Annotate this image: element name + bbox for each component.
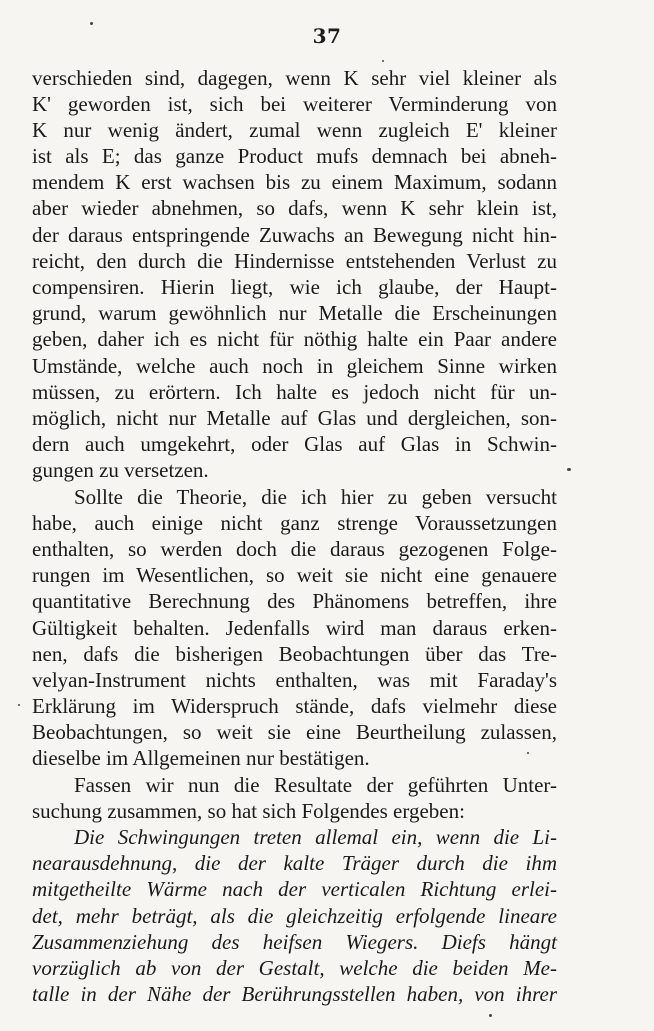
text-line: Zusammenziehung des heifsen Wiegers. Diefs hängt [32,930,557,954]
text-line: rungen im Wesentlichen, so weit sie nicht eine genauere [32,563,557,587]
print-speck [90,22,93,25]
text-line: nen, dafs die bisherigen Beobachtungen über das Tre- [32,642,557,666]
text-line: habe, auch einige nicht ganz strenge Voraussetzungen [32,511,557,535]
text-line: verschieden sind, dagegen, wenn K sehr viel kleiner als [32,66,557,90]
print-speck [489,1014,492,1017]
text-line: velyan-Instrument nichts enthalten, was mit Faraday's [32,668,557,692]
text-line: vorzüglich ab von der Gestalt, welche die beiden Me- [32,956,557,980]
text-line: K' geworden ist, sich bei weiterer Verminderung von [32,92,557,116]
text-line: quantitative Berechnung des Phänomens betreffen, ihre [32,589,557,613]
text-line: aber wieder abnehmen, so dafs, wenn K sehr klein ist, [32,196,557,220]
text-line: dieselbe im Allgemeinen nur bestätigen. [32,746,370,770]
text-line: det, mehr beträgt, als die gleichzeitig erfolgende lineare [32,904,557,928]
text-line: enthalten, so werden doch die daraus gezogenen Folge- [32,537,557,561]
print-speck [382,60,384,62]
text-line: ist als E; das ganze Product mufs demnach bei abneh- [32,144,557,168]
text-line: gungen zu versetzen. [32,458,209,482]
text-line: Erklärung im Widerspruch stände, dafs vielmehr diese [32,694,557,718]
page-number: 37 [312,24,342,48]
print-speck [567,468,571,471]
text-line: nearausdehnung, die der kalte Träger durch die ihm [32,851,557,875]
text-line: Sollte die Theorie, die ich hier zu geben versucht [74,485,557,509]
text-line: reicht, den durch die Hindernisse entstehenden Verlust zu [32,249,557,273]
text-line: Umstände, welche auch noch in gleichem Sinne wirken [32,354,557,378]
text-line: Die Schwingungen treten allemal ein, wenn die Li- [74,825,557,849]
text-line: Fassen wir nun die Resultate der geführten Unter- [74,773,557,797]
print-speck [18,704,20,706]
text-line: der daraus entspringende Zuwachs an Bewegung nicht hin- [32,223,557,247]
text-line: Beobachtungen, so weit sie eine Beurtheilung zulassen, [32,720,557,744]
text-line: möglich, nicht nur Metalle auf Glas und dergleichen, son- [32,406,557,430]
text-line: mendem K erst wachsen bis zu einem Maximum, sodann [32,170,557,194]
text-line: talle in der Nähe der Berührungsstellen haben, von ihrer [32,982,557,1006]
text-line: dern auch umgekehrt, oder Glas auf Glas in Schwin- [32,432,557,456]
text-line: Gültigkeit behalten. Jedenfalls wird man daraus erken- [32,616,557,640]
text-line: mitgetheilte Wärme nach der verticalen Richtung erlei- [32,877,557,901]
text-line: müssen, zu erörtern. Ich halte es jedoch nicht für un- [32,380,557,404]
text-line: geben, daher ich es nicht für nöthig halte ein Paar andere [32,327,557,351]
text-line: suchung zusammen, so hat sich Folgendes ergeben: [32,799,465,823]
print-speck [527,752,529,754]
text-line: compensiren. Hierin liegt, wie ich glaube, der Haupt- [32,275,557,299]
text-line: grund, warum gewöhnlich nur Metalle die Erscheinungen [32,301,557,325]
text-line: K nur wenig ändert, zumal wenn zugleich E' kleiner [32,118,557,142]
